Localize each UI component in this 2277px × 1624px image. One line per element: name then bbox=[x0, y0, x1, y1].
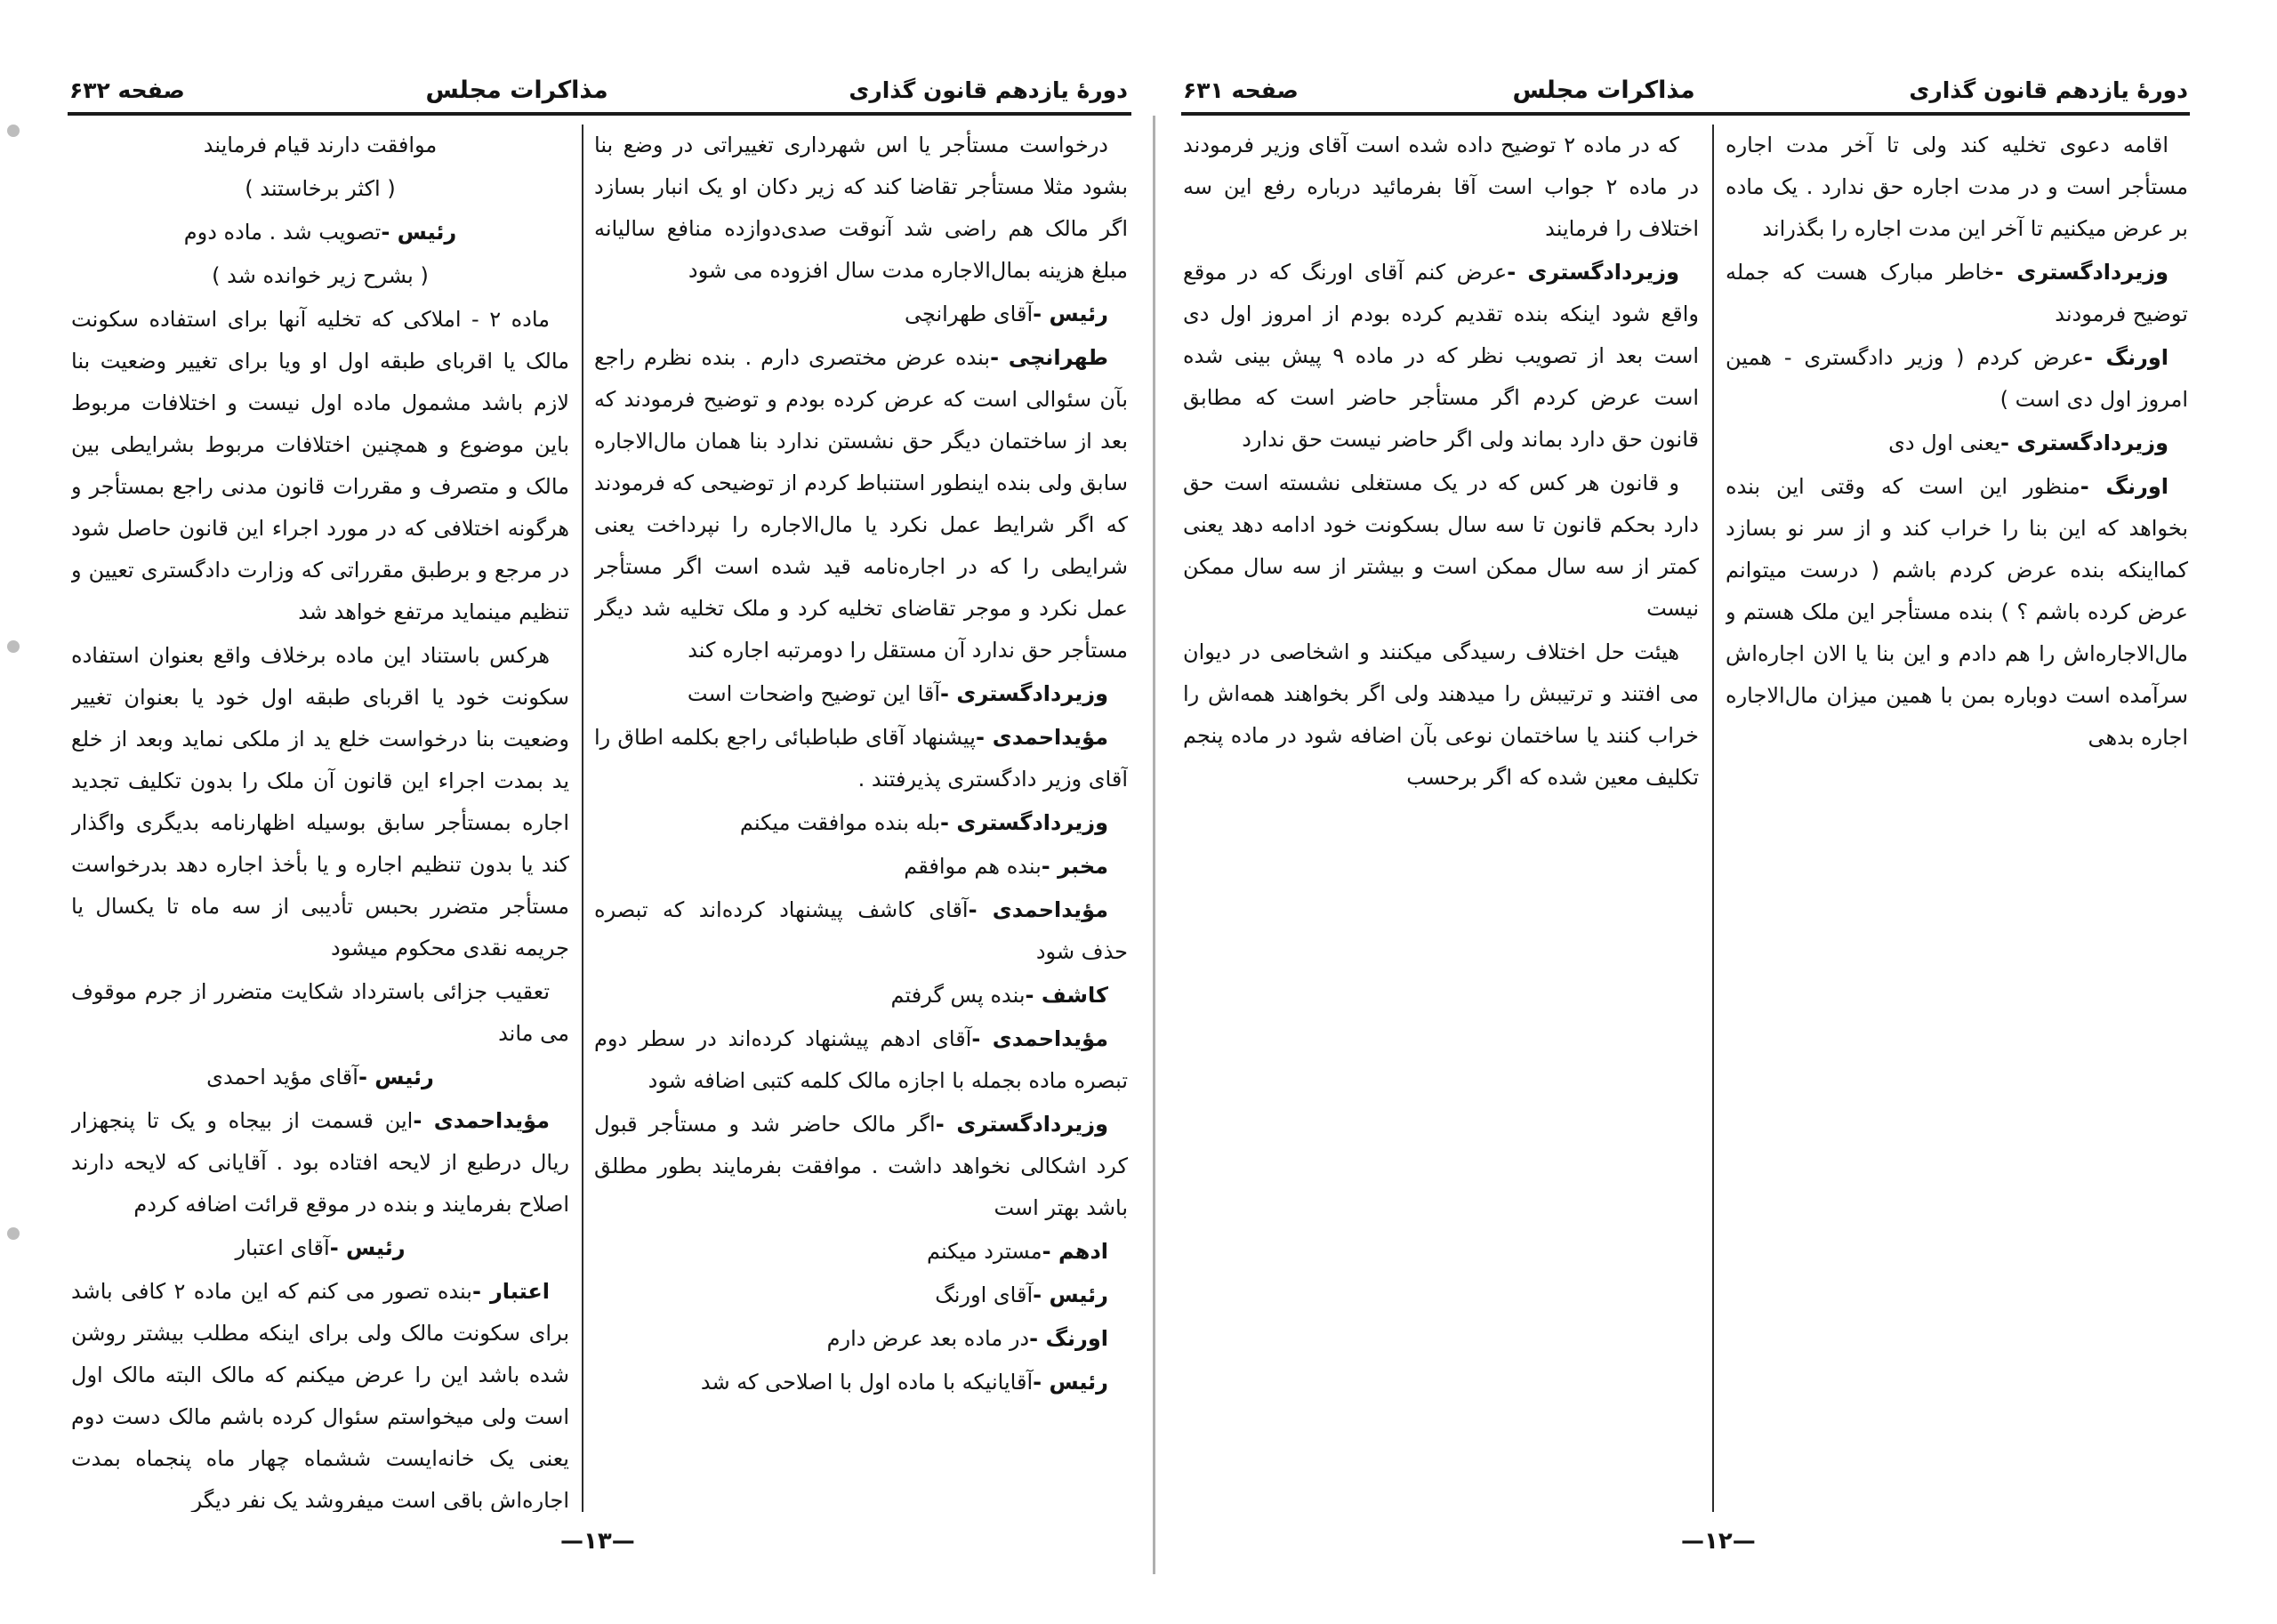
paragraph bbox=[594, 1231, 1128, 1273]
paragraph-text: منظور این است که وقتی این بنده بخواهد که این بنا را خراب کند و از سر نو بسازد کمااینکه بنده عرض کردم باشم ( درست میتوانم عرض کرده باشم ؟ ) بنده مستأجر این ملک هستم و مال‌الاجاره‌اش را هم دادم و این بنا یا الان اجاره‌اش سرآمده است دوباره بمن با همین میزان مال‌الاجاره اجاره بدهی bbox=[1726, 474, 2188, 750]
paragraph-text: تصویب شد . ماده دوم bbox=[183, 220, 382, 245]
right-header-session: دورهٔ یازدهم قانون گذاری bbox=[1909, 76, 2188, 103]
speaker-name: وزیردادگستری - bbox=[940, 681, 1108, 706]
paragraph bbox=[594, 1104, 1128, 1229]
speaker-name: ادهم - bbox=[1042, 1239, 1108, 1264]
paragraph-text: آقای اعتبار bbox=[235, 1235, 330, 1260]
paragraph-text: خاطر مبارک هست که جمله توضیح فرمودند bbox=[1726, 260, 2188, 326]
left-header-page-number: صفحه ۶۳۲ bbox=[69, 76, 185, 103]
paragraph bbox=[71, 635, 569, 969]
speaker-name: رئیس - bbox=[329, 1235, 406, 1260]
paragraph bbox=[594, 673, 1128, 715]
right-page bbox=[1156, 0, 2277, 1624]
speaker-name: وزیردادگستری - bbox=[940, 810, 1108, 835]
speaker-name: رئیس - bbox=[1033, 301, 1108, 326]
paragraph-text: ماده ۲ - املاکی که تخلیه آنها برای استفاده سکونت مالک یا اقربای طبقه اول او ویا برای تغییر وضعیت بنا لازم باشد مشمول ماده اول نیست و اختلافات مربوط باین موضوع و همچنین اختلافات مربوط بشرایطی بین مالک و متصرف و مقررات قانون مدنی راجع بمستأجر و هرگونه اختلافی که در مورد اجراء این قانون حاصل شود در مرجع و برطبق مقرراتی که وزارت دادگستری تعیین و تنظیم مینماید مرتفع خواهد شد bbox=[71, 307, 569, 624]
paragraph-text: هرکس باستناد این ماده برخلاف واقع بعنوان استفاده سکونت خود یا اقربای طبقه اول خود یا بعنوان تغییر وضعیت بنا درخواست خلع ید از ملکی نماید وبعد از خلع ید بمدت اجراء این قانون آن ملک را بدون تکلیف تجدید اجاره بمستأجر سابق بوسیله اظهارنامه بدیگری واگذار کند یا بدون تنظیم اجاره و یا بأخذ اجاره دهد بدرخواست مستأجر متضرر بحبس تأدیبی از سه ماه تا یکسال یا جریمه نقدی محکوم میشود bbox=[71, 643, 569, 961]
speaker-name: وزیردادگستری - bbox=[1994, 260, 2168, 285]
paragraph-text: در ماده بعد عرض دارم bbox=[826, 1326, 1030, 1351]
paragraph bbox=[71, 212, 569, 253]
paragraph-text: آقایانیکه با ماده اول با اصلاحی که شد bbox=[700, 1370, 1034, 1395]
paragraph bbox=[1726, 422, 2188, 464]
paragraph bbox=[594, 975, 1128, 1017]
paragraph-text: یعنی اول دی bbox=[1888, 430, 2001, 455]
paragraph bbox=[594, 717, 1128, 800]
paragraph bbox=[594, 1018, 1128, 1102]
speaker-name: رئیس - bbox=[381, 220, 457, 245]
paragraph-text: اقامه دعوی تخلیه کند ولی تا آخر مدت اجاره مستأجر است و در مدت اجاره حق ندارد . یک ماده بر عرض میکنیم تا آخر این مدت اجاره را بگذراند bbox=[1726, 133, 2188, 241]
paragraph bbox=[1183, 631, 1699, 799]
speaker-name: کاشف - bbox=[1025, 983, 1108, 1008]
left-header-rule bbox=[68, 112, 1131, 116]
speaker-name: وزیردادگستری - bbox=[935, 1112, 1109, 1137]
left-page-footer-number: —۱۳— bbox=[560, 1528, 635, 1555]
speaker-name: اورنگ - bbox=[1029, 1326, 1108, 1351]
speaker-name: اعتبار - bbox=[471, 1279, 551, 1304]
paragraph-text: آقای ادهم پیشنهاد کرده‌اند در سطر دوم تبصره ماده بجمله با اجازه مالک کلمه کتبی اضافه شود bbox=[594, 1026, 1128, 1093]
paragraph bbox=[594, 1274, 1128, 1316]
paragraph-text: اگر مالک حاضر شد و مستأجر قبول کرد اشکالی نخواهد داشت . موافقت بفرمایند بطور مطلق باشد بهتر است bbox=[594, 1112, 1128, 1220]
paragraph bbox=[71, 1271, 569, 1512]
paragraph-text: ( اکثر برخاستند ) bbox=[245, 176, 396, 201]
left-page-header bbox=[69, 69, 1128, 110]
paragraph-text: بنده پس گرفتم bbox=[890, 983, 1026, 1008]
paragraph-text: تعقیب جزائی باسترداد شکایت متضرر از جرم موقوف می ماند bbox=[71, 979, 569, 1046]
speaker-name: اورنگ - bbox=[2083, 345, 2168, 370]
paragraph bbox=[71, 1100, 569, 1226]
speaker-name: مؤیداحمدی - bbox=[968, 897, 1108, 922]
paragraph bbox=[594, 802, 1128, 844]
paragraph-text: عرض کردم ( وزیر دادگستری - همین امروز اول دی است ) bbox=[1726, 345, 2188, 412]
speaker-name: مؤیداحمدی - bbox=[413, 1108, 550, 1133]
paragraph-text: پیشنهاد آقای طباطبائی راجع بکلمه اطاق را آقای وزیر دادگستری پذیرفتند . bbox=[594, 725, 1128, 792]
right-header-rule bbox=[1181, 112, 2190, 116]
paragraph bbox=[594, 846, 1128, 888]
paragraph bbox=[71, 971, 569, 1055]
speaker-name: مؤیداحمدی - bbox=[971, 1026, 1108, 1051]
paragraph bbox=[1183, 462, 1699, 630]
paragraph bbox=[594, 1318, 1128, 1360]
paragraph bbox=[594, 337, 1128, 671]
right-header-title: مذاکرات مجلس bbox=[1512, 76, 1695, 104]
left-header-session: دورهٔ یازدهم قانون گذاری bbox=[849, 76, 1128, 103]
speaker-name: وزیردادگستری - bbox=[2000, 430, 2168, 455]
speaker-name: رئیس - bbox=[1033, 1282, 1108, 1307]
speaker-name: رئیس - bbox=[358, 1065, 434, 1089]
paragraph-text: بله بنده موافقت میکنم bbox=[739, 810, 941, 835]
paragraph bbox=[1183, 125, 1699, 250]
paragraph-text: این قسمت از بیجاه و یک تا پنجهزار ریال درطبع از لایحه افتاده بود . آقایانی که لایحه دارند اصلاح بفرمایند و بنده در موقع قرائت اضافه کردم bbox=[71, 1108, 569, 1217]
left-page-column-left bbox=[71, 125, 569, 1512]
speaker-name: طهرانچی - bbox=[990, 345, 1108, 370]
paragraph-text: موافقت دارند قیام فرمایند bbox=[203, 133, 438, 157]
paragraph bbox=[71, 255, 569, 297]
right-page-column-left bbox=[1183, 125, 1699, 1512]
paragraph-text: مسترد میکنم bbox=[927, 1239, 1042, 1264]
paragraph-text: آقای اورنگ bbox=[935, 1282, 1034, 1307]
right-page-column-right bbox=[1726, 125, 2188, 1512]
paragraph-text: آقای طهرانچی bbox=[905, 301, 1034, 326]
paragraph-text: بنده تصور می کنم که این ماده ۲ کافی باشد برای سکونت مالک ولی برای اینکه مطلب بیشتر روشن شده باشد این را عرض میکنم که مالک البته مالک اول است ولی میخواستم سئوال کرده باشم مالک دست دوم یعنی یک خانه‌ایست ششماه چهار ماه پنجماه بمدت اجاره‌اش باقی است میفروشد یک نفر دیگر bbox=[71, 1279, 569, 1512]
paragraph bbox=[1726, 252, 2188, 335]
right-page-header bbox=[1183, 69, 2188, 110]
paragraph bbox=[1183, 252, 1699, 461]
speaker-name: مؤیداحمدی - bbox=[975, 725, 1108, 750]
paragraph bbox=[71, 1057, 569, 1098]
paragraph-text: و قانون هر کس که در یک مستغلی نشسته است حق دارد بحکم قانون تا سه سال بسکونت خود ادامه دهد یعنی کمتر از سه سال ممکن است و بیشتر از سه سال ممکن نیست bbox=[1183, 470, 1699, 621]
paragraph bbox=[594, 293, 1128, 335]
paragraph bbox=[71, 299, 569, 633]
right-page-footer-number: —۱۲— bbox=[1681, 1528, 1756, 1555]
left-page-column-right bbox=[594, 125, 1128, 1512]
paragraph bbox=[71, 125, 569, 166]
right-header-page-number: صفحه ۶۳۱ bbox=[1183, 76, 1299, 103]
speaker-name: مخبر - bbox=[1041, 854, 1108, 879]
left-column-divider bbox=[582, 125, 583, 1512]
paragraph-text: بنده عرض مختصری دارم . بنده نظرم راجع بآن سئوالی است که عرض کرده بودم و توضیح فرمودند که بعد از ساختمان دیگر حق نشستن ندارد بنا همان مال‌الاجاره سابق ولی بنده اینطور استنباط کردم از توضیحی که فرمودند که اگر شرایط عمل نکرد یا مال‌الاجاره را نپرداخت یعنی شرایطی را که در اجاره‌نامه قید شده است اگر مستأجر عمل نکرد و موجر تقاضای تخلیه کرد و ملک تخلیه شد دیگر مستأجر حق ندارد آن مستقل را دومرتبه اجاره کند bbox=[594, 345, 1128, 663]
paragraph bbox=[71, 168, 569, 210]
paragraph bbox=[1726, 466, 2188, 759]
speaker-name: اورنگ - bbox=[2080, 474, 2168, 499]
left-header-title: مذاکرات مجلس bbox=[425, 76, 608, 104]
paragraph-text: آقای مؤید احمدی bbox=[206, 1065, 358, 1089]
paragraph bbox=[594, 889, 1128, 973]
paragraph-text: هیئت حل اختلاف رسیدگی میکنند و اشخاصی در دیوان می افتند و ترتیبش را میدهند ولی اگر بخواهند همه‌اش را خراب کنند یا ساختمان نوعی بآن اضافه شود در ماده پنجم تکلیف معین شده که اگر برحسب bbox=[1183, 639, 1699, 790]
paragraph-text: ( بشرح زیر خوانده شد ) bbox=[212, 263, 429, 288]
paragraph-text: آقای کاشف پیشنهاد کرده‌اند که تبصره حذف شود bbox=[594, 897, 1128, 964]
paragraph-text: که در ماده ۲ توضیح داده شده است آقای وزیر فرمودند در ماده ۲ جواب است آقا بفرمائید درباره رفع این سه اختلاف را فرمایند bbox=[1183, 133, 1699, 241]
paragraph bbox=[594, 1362, 1128, 1403]
paragraph bbox=[1726, 125, 2188, 250]
paragraph-text: عرض کنم آقای اورنگ که در موقع واقع شود اینکه بنده تقدیم کرده بودم از امروز اول دی است بعد از تصویب نظر که در ماده ۹ پیش بینی شده است عرض کردم اگر مستأجر حاضر است که مطابق قانون حق دارد بماند ولی اگر حاضر نیست حق ندارد bbox=[1183, 260, 1699, 452]
paragraph bbox=[594, 125, 1128, 292]
paragraph bbox=[71, 1227, 569, 1269]
paragraph-text: آقا این توضیح واضحات است bbox=[687, 681, 941, 706]
paragraph-text: بنده هم موافقم bbox=[904, 854, 1042, 879]
paragraph bbox=[1726, 337, 2188, 421]
right-column-divider bbox=[1712, 125, 1714, 1512]
speaker-name: رئیس - bbox=[1033, 1370, 1108, 1395]
speaker-name: وزیردادگستری - bbox=[1507, 260, 1680, 285]
paragraph-text: درخواست مستأجر یا اس شهرداری تغییراتی در وضع بنا بشود مثلا مستأجر تقاضا کند که زیر دکان او یک انبار بسازد اگر مالک هم راضی شد آنوقت صدی‌دوازده منافع سالیانه مبلغ هزینه بمال‌الاجاره مدت سال افزوده می شود bbox=[594, 133, 1128, 283]
